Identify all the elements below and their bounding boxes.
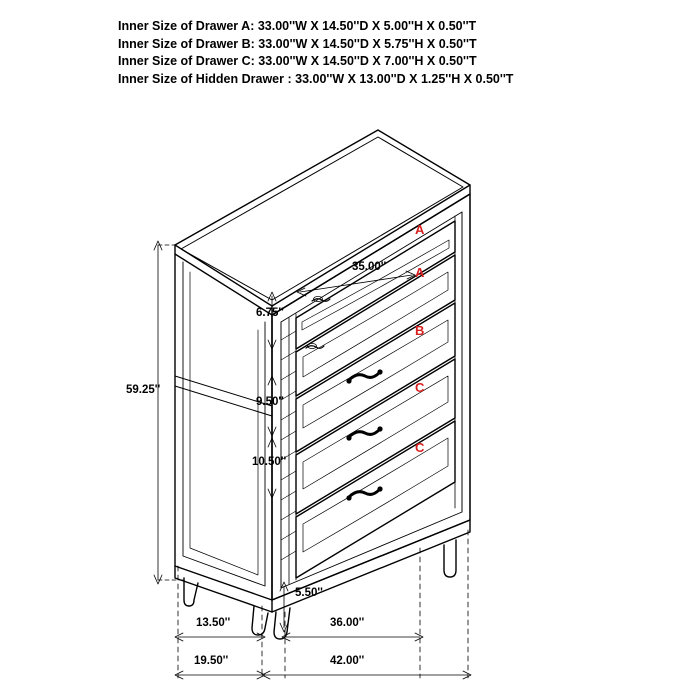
spec-line-hidden-drawer: Inner Size of Hidden Drawer : 33.00''W X 13.00''D X 1.25''H X 0.50''T xyxy=(118,71,514,86)
drawer-letter-c1: C xyxy=(415,380,425,395)
dim-label-front-width: 36.00'' xyxy=(330,617,365,629)
spec-line-drawer-c: Inner Size of Drawer C: 33.00''W X 14.50''D X 7.00''H X 0.50''T xyxy=(118,54,477,68)
drawer-letter-b: B xyxy=(415,323,425,338)
chest-top-surface xyxy=(175,130,470,306)
base-apron-side xyxy=(175,566,272,612)
spec-line-drawer-b: Inner Size of Drawer B: 33.00''W X 14.50''D X 5.75''H X 0.50''T xyxy=(118,36,477,51)
drawer-pull-a2 xyxy=(306,343,324,348)
dim-label-side-depth: 13.50'' xyxy=(196,617,231,629)
dim-label-top-width: 35.00'' xyxy=(352,261,387,273)
drawer-letter-c2: C xyxy=(415,440,425,455)
top-edge-left-thickness xyxy=(175,245,272,315)
dim-label-drawer-c-height: 10.50'' xyxy=(252,456,287,468)
dim-label-base-width: 42.00'' xyxy=(330,655,365,667)
leg-front-right xyxy=(444,540,456,577)
dim-line-top-width xyxy=(300,275,412,292)
drawer-letter-a2: A xyxy=(415,265,425,280)
dim-label-base-depth: 19.50'' xyxy=(194,655,229,667)
drawer-pull-c2 xyxy=(346,486,382,500)
dim-label-leg-height: 5.50'' xyxy=(295,587,323,599)
top-edge-front-thickness xyxy=(272,185,470,315)
dim-label-drawer-b-height: 9.50'' xyxy=(256,396,284,408)
chest-front-face xyxy=(272,194,470,600)
drawer-letter-a1: A xyxy=(415,222,425,237)
dim-label-drawer-a-height: 6.75'' xyxy=(256,307,284,319)
spec-line-drawer-a: Inner Size of Drawer A: 33.00''W X 14.50''D X 5.00''H X 0.50''T xyxy=(118,19,477,33)
dim-label-overall-height: 59.25'' xyxy=(126,384,161,396)
drawer-pull-b xyxy=(346,369,382,383)
drawer-pull-c1 xyxy=(346,426,382,440)
